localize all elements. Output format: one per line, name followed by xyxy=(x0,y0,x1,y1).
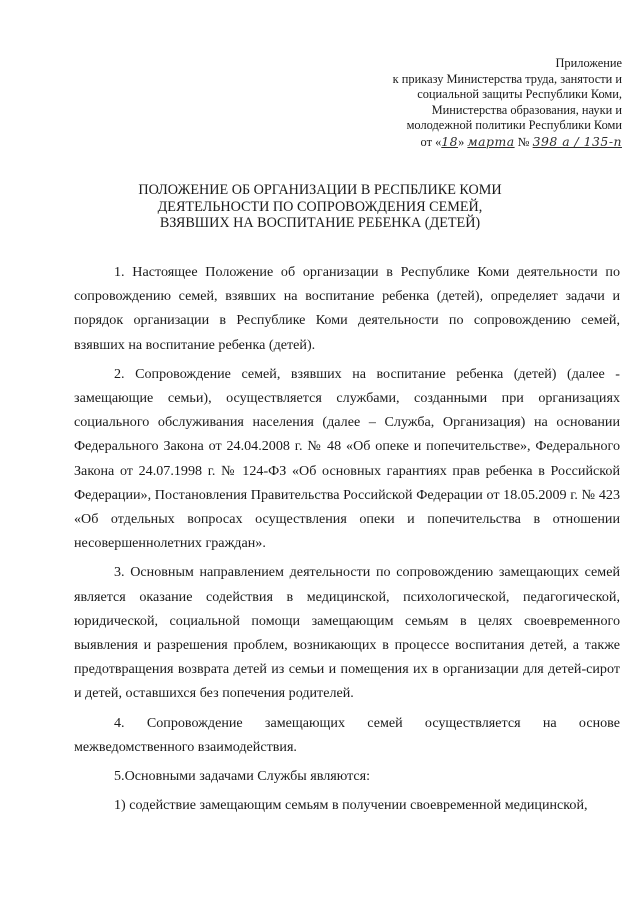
handwritten-day: 18 xyxy=(441,133,459,149)
appendix-line: к приказу Министерства труда, занятости и xyxy=(392,71,622,86)
title-line: ДЕЯТЕЛЬНОСТИ ПО СОПРОВОЖДЕНИЯ СЕМЕЙ, xyxy=(157,198,483,215)
paragraph-3: 3. Основным направлением деятельности по сопровождению замещающих семей является оказание содействия в медицинской, психологической, педагогической, юридической, социальной помощи замещающим семьям в целях своевременного выявления и разрешения проблем, возникающих в процессе воспитания детей, а также предотвращения возврата детей из семьи и помещения их в организации для детей-сирот и детей, оставшихся без попечения родителей. xyxy=(74,564,620,702)
paragraph-4: 4. Сопровождение замещающих семей осуществляется на основе межведомственного взаимодействия. xyxy=(74,714,620,755)
document-title xyxy=(60,182,580,232)
handwritten-order-number: 398 а / 135-п xyxy=(532,133,622,149)
paragraph-5: 5.Основными задачами Службы являются: xyxy=(114,768,371,785)
number-prefix: № xyxy=(514,134,530,149)
date-prefix: от « xyxy=(420,134,442,149)
title-line: ПОЛОЖЕНИЕ ОБ ОРГАНИЗАЦИИ В РЕСПБЛИКЕ КОМИ xyxy=(138,182,502,198)
handwritten-month: марта xyxy=(467,133,515,149)
order-date-line xyxy=(322,134,622,151)
paragraph-6: 1) содействие замещающим семьям в получении своевременной медицинской, xyxy=(114,797,588,814)
paragraph-1: 1. Настоящее Положение об организации в Республике Коми деятельности по сопровождению семей, взявших на воспитание ребенка (детей), определяет задачи и порядок организации в Республике Коми деятельности по сопровождению семей, взявших на воспитание ребенка (детей). xyxy=(74,264,620,353)
appendix-line: молодежной политики Республики Коми xyxy=(406,118,622,133)
document-body xyxy=(74,260,620,822)
appendix-line: Министерства образования, науки и xyxy=(431,102,622,117)
title-line: ВЗЯВШИХ НА ВОСПИТАНИЕ РЕБЕНКА (ДЕТЕЙ) xyxy=(159,215,481,232)
appendix-line: социальной защиты Республики Коми, xyxy=(417,87,622,102)
date-mid: » xyxy=(458,134,465,149)
appendix-header xyxy=(322,56,622,151)
paragraph-2: 2. Сопровождение семей, взявших на воспитание ребенка (детей) (далее - замещающие семьи), осуществляется службами, созданными при организациях социального обслуживания населения (далее – Служба, Организация) на основании Федерального Закона от 24.04.2008 г. № 48 «Об опеке и попечительстве», Федерального Закона от 24.07.1998 г. № 124-ФЗ «Об основных гарантиях прав ребенка в Российской Федерации», Постановления Правительства Российской Федерации от 18.05.2009 г. № 423 «Об отдельных вопросах осуществления опеки и попечительства в отношении несовершеннолетних граждан». xyxy=(74,365,620,552)
appendix-line: Приложение xyxy=(555,56,622,70)
